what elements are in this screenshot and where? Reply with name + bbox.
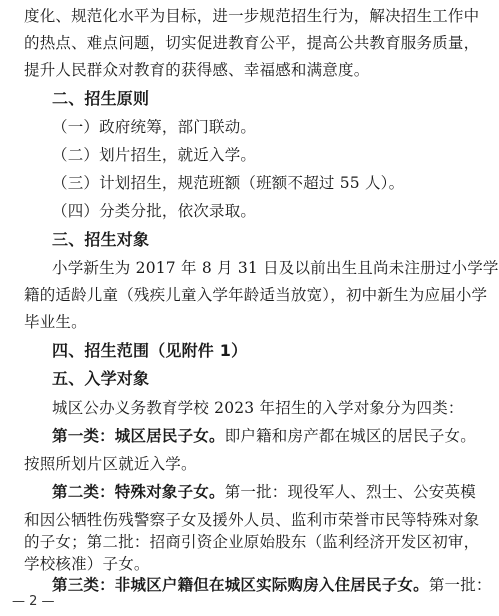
paragraph-line: 提升人民群众对教育的获得感、幸福感和满意度。 [24,61,370,79]
principle-item: （一）政府统筹，部门联动。 [52,118,257,136]
paragraph-line: 小学新生为 2017 年 8 月 31 日及以前出生且尚未注册过小学学 [52,259,499,277]
section-heading-principles: 二、招生原则 [52,89,150,108]
principle-item: （二）划片招生，就近入学。 [52,146,257,164]
paragraph-line: 学校核准）子女。 [24,555,150,573]
category-1-text: 即户籍和房产都在城区的居民子女。 [224,427,476,445]
category-2-label: 第二类：特殊对象子女。 [52,483,225,501]
paragraph-line: 度化、规范化水平为目标，进一步规范招生行为，解决招生工作中 [24,7,480,25]
category-3-label: 第三类：非城区户籍但在城区实际购房入住居民子女。 [52,576,429,594]
principle-item: （三）计划招生，规范班额（班额不超过 55 人）。 [52,174,405,192]
section-heading-admission: 五、入学对象 [52,369,150,388]
category-3-line [52,575,492,595]
category-2-line [52,482,476,502]
paragraph-line: 城区公办义务教育学校 2023 年招生的入学对象分为四类： [52,399,464,417]
section-heading-scope: 四、招生范围（见附件 1） [52,341,248,360]
principle-item: （四）分类分批，依次录取。 [52,202,257,220]
category-1-line [52,426,476,446]
paragraph-line: 和因公牺牲伤残警察子女及援外人员、监利市荣誉市民等特殊对象 [24,511,480,529]
paragraph-line: 的子女；第二批：招商引资企业原始股东（监利经济开发区初审， [24,533,480,551]
paragraph-line: 籍的适龄儿童（残疾儿童入学年龄适当放宽），初中新生为应届小学 [24,286,488,304]
paragraph-line: 毕业生。 [24,313,87,331]
page-number: — 2 — [12,594,55,609]
paragraph-line: 的热点、难点问题，切实促进教育公平，提高公共教育服务质量， [24,34,480,52]
section-heading-targets: 三、招生对象 [52,230,150,249]
category-1-label: 第一类：城区居民子女。 [52,427,225,445]
category-2-text: 第一批：现役军人、烈士、公安英模 [224,483,476,501]
paragraph-line: 按照所划片区就近入学。 [24,455,197,473]
category-3-text: 第一批： [428,576,492,594]
